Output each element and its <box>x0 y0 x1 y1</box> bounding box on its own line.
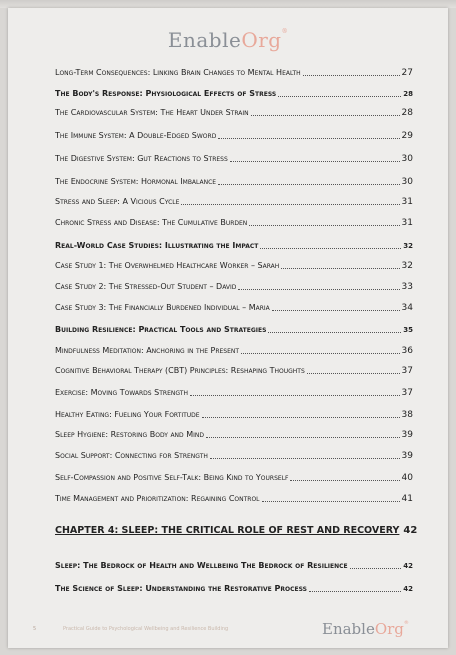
toc-entry[interactable] <box>55 177 413 187</box>
toc-leader-dots <box>272 309 400 311</box>
toc-entry-page: 36 <box>401 346 413 356</box>
toc-entry-title: Social Support: Connecting for Strength <box>55 451 208 460</box>
toc-entry-page: 31 <box>401 218 413 228</box>
toc-entry-title: CHAPTER 4: SLEEP: THE CRITICAL ROLE OF REST AND RECOVERY <box>55 525 400 536</box>
brand-logo-mark: ® <box>281 28 289 35</box>
toc-entry[interactable] <box>55 68 413 78</box>
toc-chapter-entry[interactable] <box>55 525 418 536</box>
toc-entry-title: Chronic Stress and Disease: The Cumulative Burden <box>55 218 248 227</box>
toc-leader-dots <box>190 394 400 396</box>
footer-brand-logo <box>322 620 409 638</box>
toc-entry[interactable] <box>55 197 413 207</box>
toc-leader-dots <box>268 331 401 333</box>
viewer-top-strip <box>0 0 456 8</box>
toc-entry-title: Sleep: The Bedrock of Health and Wellbeing The Bedrock of Resilience <box>55 561 348 570</box>
toc-entry-title: Time Management and Prioritization: Regaining Control <box>55 494 260 503</box>
toc-entry[interactable] <box>55 282 413 292</box>
toc-entry[interactable] <box>55 410 413 420</box>
toc-entry-title: Long-Term Consequences: Linking Brain Changes to Mental Health <box>55 68 301 77</box>
toc-entry-title: Stress and Sleep: A Vicious Cycle <box>55 197 180 206</box>
toc-leader-dots <box>218 137 399 139</box>
toc-entry-page: 29 <box>401 131 413 141</box>
footer-logo-part-a: Enable <box>322 620 375 638</box>
toc-entry-title: Real-World Case Studies: Illustrating the Impact <box>55 241 259 250</box>
toc-entry-page: 42 <box>403 525 418 536</box>
toc-entry-title: Self-Compassion and Positive Self-Talk: Being Kind to Yourself <box>55 473 289 482</box>
toc-leader-dots <box>350 567 402 569</box>
toc-leader-dots <box>249 224 399 226</box>
toc-entry[interactable] <box>55 451 413 461</box>
toc-leader-dots <box>210 457 400 459</box>
toc-entry-page: 32 <box>401 261 413 271</box>
toc-leader-dots <box>181 203 399 205</box>
toc-entry[interactable] <box>55 108 413 118</box>
toc-entry[interactable] <box>55 154 413 164</box>
toc-entry-page: 30 <box>401 177 413 187</box>
toc-leader-dots <box>278 95 401 97</box>
page-footer <box>8 620 448 640</box>
toc-entry-page: 37 <box>401 388 413 398</box>
toc-entry-title: Healthy Eating: Fueling Your Fortitude <box>55 410 200 419</box>
toc-entry-page: 42 <box>403 562 413 570</box>
footer-text: Practical Guide to Psychological Wellbeing and Resilience Building <box>63 626 229 632</box>
toc-entry[interactable] <box>55 561 413 571</box>
toc-entry[interactable] <box>55 303 413 313</box>
toc-entry-title: Cognitive Behavioral Therapy (CBT) Principles: Reshaping Thoughts <box>55 366 305 375</box>
toc-entry-title: Exercise: Moving Towards Strength <box>55 388 188 397</box>
toc-leader-dots <box>303 74 400 76</box>
toc-leader-dots <box>307 372 400 374</box>
toc-entry[interactable] <box>55 218 413 228</box>
toc-entry[interactable] <box>55 388 413 398</box>
toc-entry-page: 31 <box>401 197 413 207</box>
toc-entry-title: The Endocrine System: Hormonal Imbalance <box>55 177 217 186</box>
document-page <box>8 8 448 648</box>
footer-logo-part-b: Org <box>374 620 404 638</box>
toc-entry-page: 40 <box>401 473 413 483</box>
toc-entry-title: Case Study 2: The Stressed-Out Student – David <box>55 282 237 291</box>
toc-leader-dots <box>260 247 401 249</box>
toc-entry[interactable] <box>55 325 413 335</box>
toc-entry-title: The Body's Response: Physiological Effects of Stress <box>55 89 277 98</box>
toc-entry[interactable] <box>55 89 413 99</box>
toc-leader-dots <box>230 160 400 162</box>
toc-entry-page: 41 <box>401 494 413 504</box>
toc-entry-title: The Digestive System: Gut Reactions to Stress <box>55 154 228 163</box>
toc-leader-dots <box>206 436 400 438</box>
brand-logo-part-b: Org <box>241 28 282 52</box>
toc-entry[interactable] <box>55 241 413 251</box>
toc-entry-page: 38 <box>401 410 413 420</box>
toc-leader-dots <box>262 500 400 502</box>
toc-leader-dots <box>251 114 400 116</box>
toc-entry-title: Building Resilience: Practical Tools and Strategies <box>55 325 267 334</box>
footer-page-number: 5 <box>33 626 37 632</box>
toc-leader-dots <box>309 590 401 592</box>
toc-leader-dots <box>202 416 400 418</box>
toc-entry[interactable] <box>55 366 413 376</box>
toc-entry-page: 32 <box>403 242 413 250</box>
toc-entry-page: 28 <box>403 90 413 98</box>
toc-entry-page: 37 <box>401 366 413 376</box>
toc-entry-title: Mindfulness Meditation: Anchoring in the Present <box>55 346 240 355</box>
toc-leader-dots <box>281 267 399 269</box>
toc-leader-dots <box>290 479 399 481</box>
toc-entry-title: Sleep Hygiene: Restoring Body and Mind <box>55 430 204 439</box>
toc-entry[interactable] <box>55 346 413 356</box>
toc-entry-page: 35 <box>403 326 413 334</box>
toc-entry[interactable] <box>55 494 413 504</box>
brand-logo-part-a: Enable <box>167 28 242 52</box>
toc-entry[interactable] <box>55 430 413 440</box>
toc-leader-dots <box>238 288 399 290</box>
toc-entry-page: 42 <box>403 585 413 593</box>
toc-entry[interactable] <box>55 261 413 271</box>
brand-logo <box>8 28 448 52</box>
toc-entry-page: 39 <box>401 430 413 440</box>
toc-entry[interactable] <box>55 473 413 483</box>
toc-entry-page: 33 <box>401 282 413 292</box>
toc-leader-dots <box>218 183 399 185</box>
toc-entry-page: 27 <box>401 68 413 78</box>
toc-leader-dots <box>241 352 399 354</box>
toc-entry-page: 34 <box>401 303 413 313</box>
toc-entry-title: Case Study 3: The Financially Burdened Individual – Maria <box>55 303 270 312</box>
toc-entry-page: 39 <box>401 451 413 461</box>
toc-entry-title: The Science of Sleep: Understanding the Restorative Process <box>55 584 307 593</box>
toc-entry[interactable] <box>55 131 413 141</box>
toc-entry-title: The Immune System: A Double-Edged Sword <box>55 131 217 140</box>
toc-entry-page: 28 <box>401 108 413 118</box>
toc-entry-title: Case Study 1: The Overwhelmed Healthcare Worker – Sarah <box>55 261 280 270</box>
toc-entry[interactable] <box>55 584 413 594</box>
toc-entry-page: 30 <box>401 154 413 164</box>
footer-logo-mark: ® <box>403 620 409 626</box>
toc-entry-title: The Cardiovascular System: The Heart Under Strain <box>55 108 249 117</box>
